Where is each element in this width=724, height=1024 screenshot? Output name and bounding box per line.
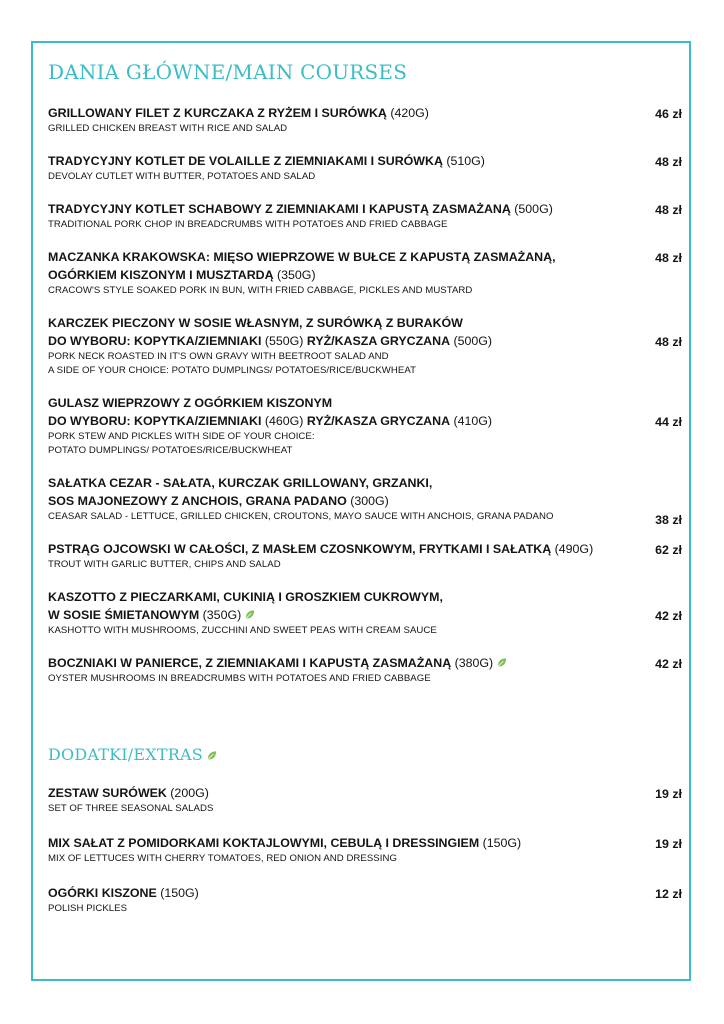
dish-name-line — [48, 104, 626, 122]
dish-weight: (420G) — [386, 106, 429, 120]
menu-item — [48, 152, 682, 184]
dish-description: PORK NECK ROASTED IN IT'S OWN GRAVY WITH BEETROOT SALAD AND — [48, 351, 389, 362]
dish-description: POLISH PICKLES — [48, 903, 128, 914]
leaf-icon — [244, 609, 255, 620]
leaf-icon — [203, 745, 217, 764]
dish-name: PSTRĄG OJCOWSKI W CAŁOŚCI, Z MASŁEM CZOSNKOWYM, FRYTKAMI I SAŁATKĄ — [48, 542, 552, 556]
dish-price: 19 zł — [655, 837, 682, 851]
dish-weight: (500G) — [450, 334, 493, 348]
dish-name-line — [48, 152, 626, 170]
menu-item — [48, 588, 682, 638]
dish-weight: (510G) — [442, 154, 485, 168]
dish-weight: (380G) — [451, 656, 494, 670]
dish-name-line — [48, 884, 626, 902]
dish-weight: (150G) — [479, 836, 522, 850]
dish-name-line — [48, 784, 626, 802]
dish-name: MIX SAŁAT Z POMIDORKAMI KOKTAJLOWYMI, CEBULĄ I DRESSINGIEM — [48, 836, 480, 850]
dish-name-line — [48, 588, 626, 606]
dish-name: GULASZ WIEPRZOWY Z OGÓRKIEM KISZONYM — [48, 396, 333, 410]
section-title-extras — [48, 745, 217, 764]
menu-item-text — [48, 834, 626, 866]
dish-name: TRADYCYJNY KOTLET DE VOLAILLE Z ZIEMNIAKAMI I SURÓWKĄ — [48, 154, 443, 168]
dish-name-line — [48, 606, 626, 624]
dish-name-line — [48, 332, 626, 350]
leaf-icon — [206, 750, 217, 761]
dish-name-line — [48, 266, 626, 284]
dish-price: 48 zł — [655, 335, 682, 349]
menu-item-text — [48, 654, 626, 686]
menu-item-text — [48, 474, 626, 524]
dish-description: TROUT WITH GARLIC BUTTER, CHIPS AND SALAD — [48, 559, 281, 570]
dish-weight: (460G) — [261, 414, 307, 428]
menu-item-text — [48, 394, 626, 458]
dish-name: OGÓRKI KISZONE — [48, 886, 157, 900]
dish-weight: (350G) — [199, 608, 242, 622]
dish-weight: (490G) — [551, 542, 594, 556]
dish-description: MIX OF LETTUCES WITH CHERRY TOMATOES, RED ONION AND DRESSING — [48, 853, 397, 864]
dish-name: ZESTAW SURÓWEK — [48, 786, 167, 800]
menu-item — [48, 200, 682, 232]
menu-item — [48, 394, 682, 458]
dish-description: POTATO DUMPLINGS/ POTATOES/RICE/BUCKWHEAT — [48, 445, 293, 456]
dish-price: 48 zł — [655, 251, 682, 265]
dish-price: 46 zł — [655, 107, 682, 121]
dish-description: PORK STEW AND PICKLES WITH SIDE OF YOUR CHOICE: — [48, 431, 315, 442]
dish-weight: (410G) — [450, 414, 493, 428]
dish-price: 12 zł — [655, 887, 682, 901]
dish-price: 48 zł — [655, 203, 682, 217]
menu-item — [48, 654, 682, 686]
dish-name-line — [48, 248, 626, 266]
dish-name: GRILLOWANY FILET Z KURCZAKA Z RYŻEM I SURÓWKĄ — [48, 106, 387, 120]
dish-name-line — [48, 412, 626, 430]
dish-price: 38 zł — [655, 513, 682, 527]
dish-price: 44 zł — [655, 415, 682, 429]
menu-item — [48, 834, 682, 866]
menu-item-text — [48, 540, 626, 572]
dish-name: RYŻ/KASZA GRYCZANA — [306, 414, 451, 428]
dish-weight: (350G) — [273, 268, 316, 282]
menu-item — [48, 314, 682, 378]
menu-item-text — [48, 314, 626, 378]
dish-name: RYŻ/KASZA GRYCZANA — [306, 334, 451, 348]
dish-weight: (300G) — [346, 494, 389, 508]
dish-name: MACZANKA KRAKOWSKA: MIĘSO WIEPRZOWE W BUŁCE Z KAPUSTĄ ZASMAŻANĄ, — [48, 250, 556, 264]
leaf-icon — [496, 657, 507, 668]
extras-title-text: DODATKI/EXTRAS — [48, 745, 203, 764]
menu-item — [48, 784, 682, 816]
dish-name-line — [48, 474, 626, 492]
dish-name: KARCZEK PIECZONY W SOSIE WŁASNYM, Z SURÓWKĄ Z BURAKÓW — [48, 316, 463, 330]
dish-description: DEVOLAY CUTLET WITH BUTTER, POTATOES AND SALAD — [48, 171, 316, 182]
menu-item — [48, 248, 682, 298]
dish-description: TRADITIONAL PORK CHOP IN BREADCRUMBS WITH POTATOES AND FRIED CABBAGE — [48, 219, 448, 230]
menu-item-text — [48, 104, 626, 136]
menu-item — [48, 884, 682, 916]
dish-name: BOCZNIAKI W PANIERCE, Z ZIEMNIAKAMI I KAPUSTĄ ZASMAŻANĄ — [48, 656, 452, 670]
menu-item — [48, 104, 682, 136]
dish-price: 42 zł — [655, 609, 682, 623]
section-title-main-courses: DANIA GŁÓWNE/MAIN COURSES — [48, 60, 408, 84]
menu-item — [48, 540, 682, 572]
dish-price: 48 zł — [655, 155, 682, 169]
dish-name: DO WYBORU: KOPYTKA/ZIEMNIAKI — [48, 414, 262, 428]
dish-description: CRACOW'S STYLE SOAKED PORK IN BUN, WITH FRIED CABBAGE, PICKLES AND MUSTARD — [48, 285, 473, 296]
dish-name: DO WYBORU: KOPYTKA/ZIEMNIAKI — [48, 334, 262, 348]
dish-name-line — [48, 834, 626, 852]
dish-description: KASHOTTO WITH MUSHROOMS, ZUCCHINI AND SWEET PEAS WITH CREAM SAUCE — [48, 625, 437, 636]
dish-price: 19 zł — [655, 787, 682, 801]
dish-name: OGÓRKIEM KISZONYM I MUSZTARDĄ — [48, 268, 274, 282]
dish-name: SAŁATKA CEZAR - SAŁATA, KURCZAK GRILLOWANY, GRZANKI, — [48, 476, 433, 490]
extras-list — [48, 784, 682, 934]
dish-name-line — [48, 492, 626, 510]
dish-name: KASZOTTO Z PIECZARKAMI, CUKINIĄ I GROSZKIEM CUKROWYM, — [48, 590, 443, 604]
dish-weight: (200G) — [166, 786, 209, 800]
dish-description: CEASAR SALAD - LETTUCE, GRILLED CHICKEN, CROUTONS, MAYO SAUCE WITH ANCHOIS, GRANA PADANO — [48, 511, 554, 522]
dish-name: TRADYCYJNY KOTLET SCHABOWY Z ZIEMNIAKAMI I KAPUSTĄ ZASMAŻANĄ — [48, 202, 511, 216]
dish-name-line — [48, 540, 626, 558]
dish-price: 62 zł — [655, 543, 682, 557]
dish-weight: (150G) — [156, 886, 199, 900]
dish-name-line — [48, 654, 626, 672]
dish-weight: (550G) — [261, 334, 307, 348]
dish-name-line — [48, 200, 626, 218]
dish-description: SET OF THREE SEASONAL SALADS — [48, 803, 214, 814]
menu-item — [48, 474, 682, 527]
menu-item-text — [48, 784, 626, 816]
menu-item-text — [48, 200, 626, 232]
dish-price: 42 zł — [655, 657, 682, 671]
dish-name: W SOSIE ŚMIETANOWYM — [48, 608, 200, 622]
dish-description: A SIDE OF YOUR CHOICE: POTATO DUMPLINGS/ POTATOES/RICE/BUCKWHEAT — [48, 365, 416, 376]
menu-item-text — [48, 248, 626, 298]
dish-name-line — [48, 314, 626, 332]
menu-item-text — [48, 152, 626, 184]
dish-name-line — [48, 394, 626, 412]
dish-name: SOS MAJONEZOWY Z ANCHOIS, GRANA PADANO — [48, 494, 347, 508]
menu-item-text — [48, 884, 626, 916]
dish-weight: (500G) — [510, 202, 553, 216]
dish-description: OYSTER MUSHROOMS IN BREADCRUMBS WITH POTATOES AND FRIED CABBAGE — [48, 673, 431, 684]
dish-description: GRILLED CHICKEN BREAST WITH RICE AND SALAD — [48, 123, 288, 134]
main-courses-list — [48, 104, 682, 702]
menu-item-text — [48, 588, 626, 638]
